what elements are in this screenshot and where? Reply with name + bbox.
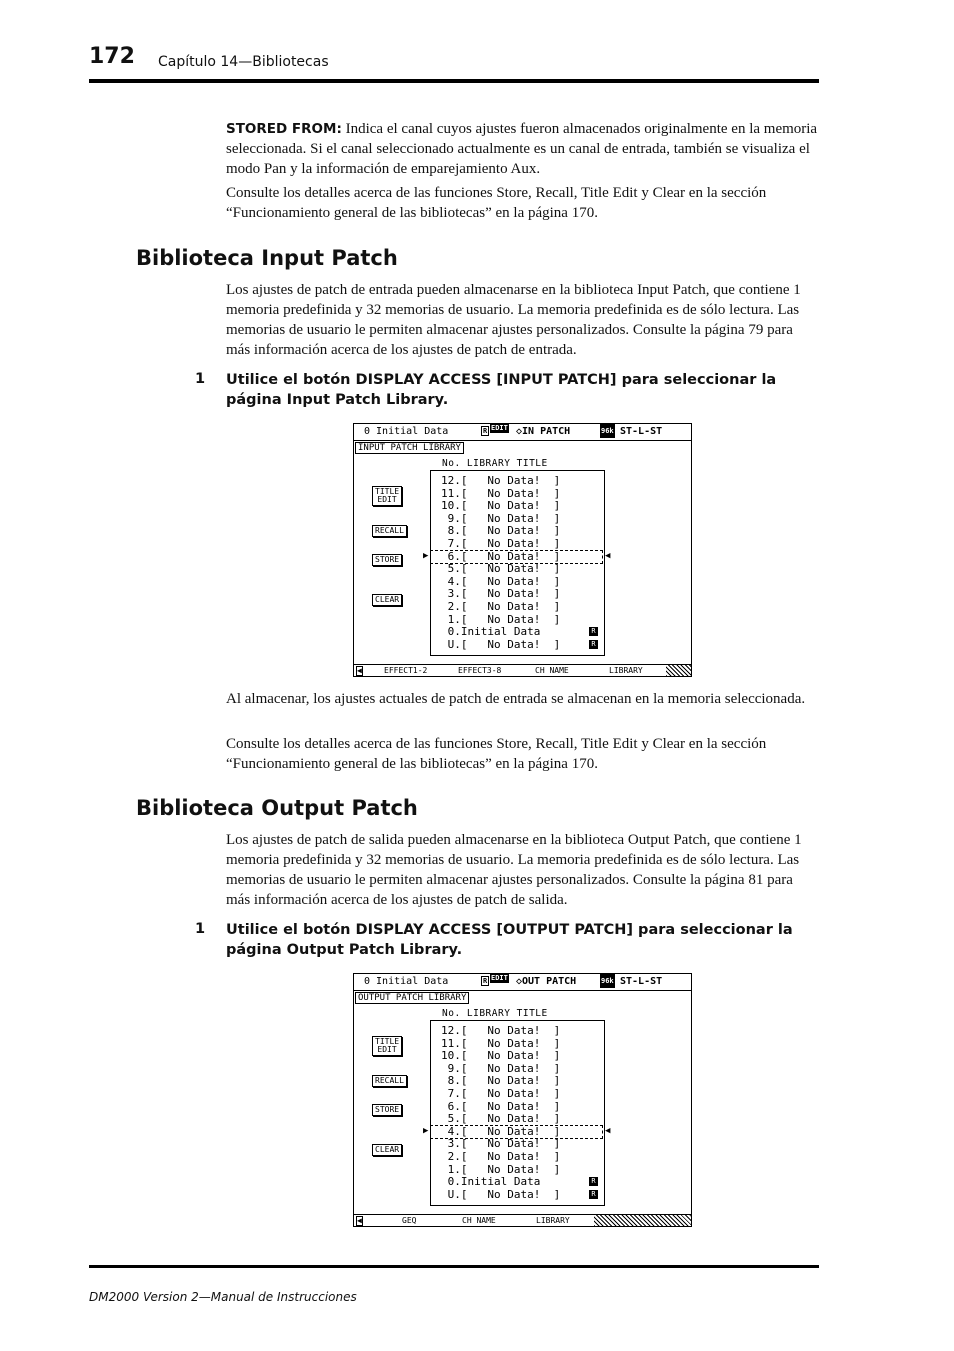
clear-button[interactable]: CLEAR — [372, 1144, 402, 1156]
left-cursor-arrow: ▶ — [423, 1126, 429, 1136]
title-edit-line-2: EDIT — [377, 1045, 397, 1054]
library-row[interactable]: 12.[ No Data! ] — [441, 474, 561, 487]
library-row[interactable]: 4.[ No Data! ] — [441, 574, 561, 588]
library-row[interactable]: 11.[ No Data! ] — [441, 1036, 561, 1050]
library-row[interactable]: 10.[ No Data! ] — [441, 1049, 561, 1063]
recall-button[interactable]: RECALL — [372, 1075, 407, 1087]
input-reference-paragraph: Consulte los detalles acerca de las funciones Store, Recall, Title Edit y Clear en la sección “Funcionamiento general de las bibliotecas” en la página 170. — [226, 736, 767, 772]
list-header: No. LIBRARY TITLE — [442, 1008, 548, 1019]
library-row[interactable]: 3.[ No Data! ] — [441, 1137, 561, 1151]
input-step-text: Utilice el botón DISPLAY ACCESS [INPUT PATCH] para seleccionar la página Input Patch Library. — [226, 372, 777, 408]
rate-badge: 96k — [600, 424, 615, 438]
page-title: ◇OUT PATCH — [516, 976, 577, 987]
readonly-badge: R — [589, 627, 598, 636]
page-title: ◇IN PATCH — [516, 426, 571, 437]
readonly-badge: R — [589, 1190, 598, 1199]
library-list[interactable] — [430, 470, 605, 656]
reference-paragraph-1: Consulte los detalles acerca de las funciones Store, Recall, Title Edit y Clear en la sección “Funcionamiento general de las bibliotecas” en la página 170. — [226, 185, 767, 221]
lcd-subtitle: OUTPUT PATCH LIBRARY — [355, 992, 469, 1004]
lcd-input-patch-library — [353, 423, 692, 677]
input-step-number: 1 — [195, 371, 206, 387]
library-row[interactable]: 7.[ No Data! ] — [441, 537, 561, 550]
tab-ch-name[interactable]: CH NAME — [535, 666, 569, 675]
tab-scroll-left[interactable]: ◀ — [357, 666, 362, 675]
library-row[interactable]: U.[ No Data! ] — [441, 637, 561, 651]
library-row[interactable]: 12.[ No Data! ] — [441, 1024, 561, 1037]
page-number: 172 — [89, 44, 135, 69]
header-rule — [89, 79, 819, 83]
output-step-number: 1 — [195, 921, 206, 937]
library-row[interactable]: U.[ No Data! ] — [441, 1187, 561, 1201]
recall-button[interactable]: RECALL — [372, 525, 407, 537]
lcd-status-bar — [354, 424, 691, 441]
lcd-output-patch-library — [353, 973, 692, 1227]
title-edit-line-1: TITLE — [375, 1037, 400, 1046]
library-row[interactable]: 5.[ No Data! ] — [441, 562, 561, 576]
title-edit-button[interactable] — [372, 1036, 402, 1056]
title-edit-line-1: TITLE — [375, 487, 400, 496]
scene-label: 0 Initial Data — [364, 426, 449, 437]
library-row[interactable]: 2.[ No Data! ] — [441, 1150, 561, 1163]
store-button[interactable]: STORE — [372, 1104, 402, 1116]
title-edit-line-2: EDIT — [377, 495, 397, 504]
input-after-store-paragraph: Al almacenar, los ajustes actuales de patch de entrada se almacenan en la memoria seleccionada. — [226, 691, 806, 707]
library-row[interactable]: 6.[ No Data! ] — [441, 1099, 561, 1113]
clear-button[interactable]: CLEAR — [372, 594, 402, 606]
stored-from-text: Indica el canal cuyos ajustes fueron almacenados originalmente en la memoria seleccionada. Si el canal seleccionado actualmente es un canal de entrada, también se visualiza el modo Pan y la información de emparejamiento Aux. — [226, 121, 818, 177]
library-row[interactable]: 8.[ No Data! ] — [441, 524, 561, 538]
library-row[interactable]: 11.[ No Data! ] — [441, 486, 561, 500]
tab-ch-name[interactable]: CH NAME — [462, 1216, 496, 1225]
lcd-status-bar — [354, 974, 691, 991]
tab-effect3-8[interactable]: EFFECT3-8 — [458, 666, 502, 675]
input-section-heading: Biblioteca Input Patch — [136, 246, 398, 270]
library-row[interactable]: 6.[ No Data! ] — [431, 551, 602, 563]
r-badge: R — [483, 977, 488, 985]
library-list[interactable] — [430, 1020, 605, 1206]
tab-library[interactable]: LIBRARY — [536, 1216, 570, 1225]
left-cursor-arrow: ▶ — [423, 551, 429, 561]
chapter-title: Capítulo 14—Bibliotecas — [158, 54, 329, 70]
list-header: No. LIBRARY TITLE — [442, 458, 548, 469]
output-step-text: Utilice el botón DISPLAY ACCESS [OUTPUT PATCH] para seleccionar la página Output Patch Library. — [226, 922, 793, 958]
rate-badge: 96k — [600, 974, 615, 988]
footer-rule — [89, 1265, 819, 1268]
library-row[interactable]: 3.[ No Data! ] — [441, 587, 561, 601]
library-row[interactable]: 10.[ No Data! ] — [441, 499, 561, 513]
readonly-badge: R — [589, 1177, 598, 1186]
edit-badge: EDIT — [491, 424, 508, 432]
lcd-tab-bar — [354, 664, 691, 676]
tab-geq[interactable]: GEQ — [402, 1216, 417, 1225]
library-row[interactable]: 7.[ No Data! ] — [441, 1087, 561, 1100]
tab-scroll-left[interactable]: ◀ — [357, 1216, 362, 1225]
scene-label: 0 Initial Data — [364, 976, 449, 987]
library-row[interactable]: 1.[ No Data! ] — [441, 612, 561, 626]
library-row[interactable]: 9.[ No Data! ] — [441, 1061, 561, 1075]
library-row[interactable]: 2.[ No Data! ] — [441, 600, 561, 613]
tab-bar-filler — [666, 665, 691, 676]
tab-effect1-2[interactable]: EFFECT1-2 — [384, 666, 428, 675]
lcd-tab-bar — [354, 1214, 691, 1226]
title-edit-button[interactable] — [372, 486, 402, 506]
channel-label: ST-L-ST — [620, 976, 663, 987]
input-intro-paragraph: Los ajustes de patch de entrada pueden almacenarse en la biblioteca Input Patch, que contiene 1 memoria predefinida y 32 memorias de usuario. La memoria predefinida es de sólo lectura. Las memorias de usuario le permiten almacenar ajustes personalizados. Consulte la página 79 para más información acerca de los ajustes de patch de entrada. — [226, 282, 801, 358]
edit-badge: EDIT — [491, 974, 508, 982]
stored-from-label: STORED FROM: — [226, 121, 342, 137]
library-row[interactable]: 5.[ No Data! ] — [441, 1112, 561, 1126]
library-row[interactable]: 0.Initial Data — [441, 1175, 541, 1189]
store-button[interactable]: STORE — [372, 554, 402, 566]
right-cursor-arrow: ◀ — [605, 551, 611, 561]
library-row[interactable]: 0.Initial Data — [441, 625, 541, 639]
right-cursor-arrow: ◀ — [605, 1126, 611, 1136]
library-row[interactable]: 1.[ No Data! ] — [441, 1162, 561, 1176]
stored-from-paragraph — [226, 119, 818, 179]
readonly-badge: R — [589, 640, 598, 649]
lcd-subtitle: INPUT PATCH LIBRARY — [355, 442, 464, 454]
footer-text: DM2000 Version 2—Manual de Instrucciones — [89, 1290, 357, 1304]
output-section-heading: Biblioteca Output Patch — [136, 796, 418, 820]
tab-bar-filler — [594, 1215, 691, 1226]
output-intro-paragraph: Los ajustes de patch de salida pueden almacenarse en la biblioteca Output Patch, que contiene 1 memoria predefinida y 32 memorias de usuario. La memoria predefinida es de sólo lectura. Las memorias de usuario le permiten almacenar ajustes personalizados. Consulte la página 81 para más información acerca de los ajustes de patch de salida. — [226, 832, 802, 908]
library-row[interactable]: 4.[ No Data! ] — [431, 1126, 602, 1138]
channel-label: ST-L-ST — [620, 426, 663, 437]
tab-library[interactable]: LIBRARY — [609, 666, 643, 675]
library-row[interactable]: 9.[ No Data! ] — [441, 511, 561, 525]
r-badge: R — [483, 427, 488, 435]
library-row[interactable]: 8.[ No Data! ] — [441, 1074, 561, 1088]
